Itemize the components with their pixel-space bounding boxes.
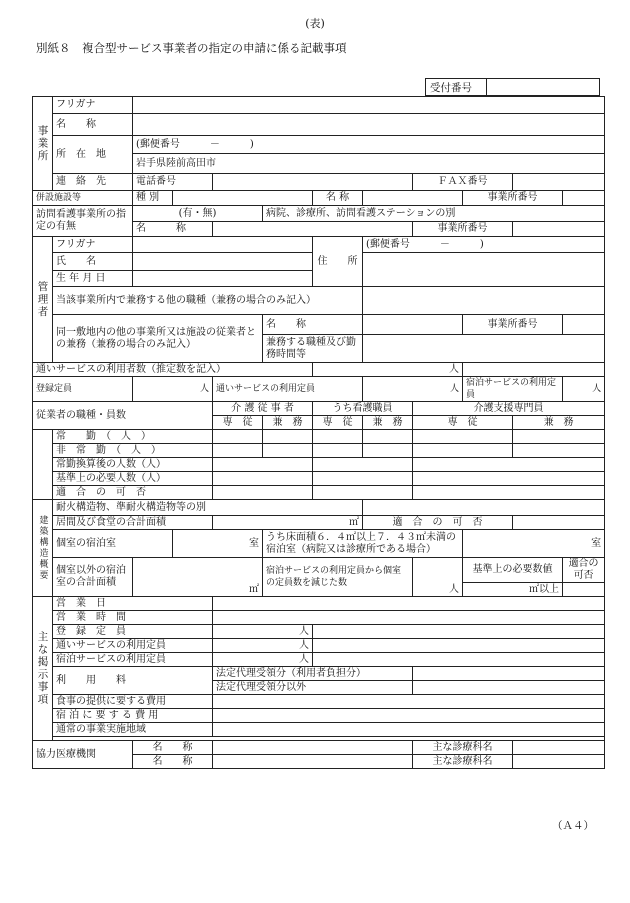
medical-dept-input-1[interactable] [513, 741, 605, 755]
paper-size-note: （Ａ４） [552, 820, 594, 832]
lodging-input[interactable] [213, 709, 605, 723]
facility-type-label: 種 別 [133, 191, 173, 206]
item-registered-blank [313, 625, 605, 639]
fee-b-input[interactable] [413, 681, 605, 695]
manager-address-label: 住 所 [313, 237, 363, 287]
manager-other-name-label: 名 称 [263, 315, 363, 335]
area-unit[interactable]: ㎡ [213, 516, 363, 530]
fireproof-label: 耐火構造物、準耐火構造物等の別 [53, 500, 363, 516]
staff-care-dual: 兼 務 [263, 416, 313, 430]
manager-other-site-label: 同一敷地内の他の事業所又は施設の従業者との兼務（兼務の場合のみ記入） [53, 315, 263, 363]
staff-cell[interactable] [313, 472, 413, 486]
area-suitable-label: 適 合 の 可 否 [363, 516, 513, 530]
staff-cell[interactable] [213, 430, 263, 444]
staff-cell[interactable] [313, 444, 363, 458]
phone-label: 電話番号 [133, 174, 213, 191]
medical-name-label-1: 名 称 [133, 741, 213, 755]
business-furigana-input[interactable] [133, 97, 605, 114]
staff-row-label: 基準上の必要人数（人） [53, 472, 213, 486]
fax-input[interactable] [513, 174, 605, 191]
manager-other-job-input[interactable] [363, 287, 605, 315]
business-furigana-label: フリガナ [53, 97, 133, 114]
item-registered-unit[interactable]: 人 [213, 625, 313, 639]
business-name-input[interactable] [133, 114, 605, 136]
stay-capacity-unit[interactable]: 人 [563, 377, 605, 402]
fit-input[interactable] [563, 583, 605, 597]
private-room-unit[interactable]: 室 [173, 530, 263, 558]
manager-other-number-input[interactable] [563, 315, 605, 335]
medical-name-label-2: 名 称 [133, 755, 213, 769]
nursing-label: 訪問看護事業所の指定の有無 [33, 206, 133, 237]
meal-label: 食事の提供に要する費用 [53, 695, 213, 709]
service-area-input[interactable] [213, 723, 605, 737]
manager-address-input[interactable] [363, 253, 605, 287]
required-label: 基準上の必要数値 [463, 558, 563, 583]
registered-unit[interactable]: 人 [133, 377, 213, 402]
staff-label: 従業者の職種・員数 [33, 402, 213, 430]
users-estimate-label: 通いサービスの利用者数（推定数を記入） [33, 363, 313, 377]
staff-manager-dual: 兼 務 [513, 416, 605, 430]
business-contact-label: 連 絡 先 [53, 174, 133, 191]
facility-number-input[interactable] [563, 191, 605, 206]
manager-name-label: 氏 名 [53, 253, 133, 271]
document-title: 別紙８ 複合型サービス事業者の指定の申請に係る記載事項 [36, 41, 347, 55]
staff-cell[interactable] [213, 458, 313, 472]
staff-row-label: 適 合 の 可 否 [53, 486, 213, 500]
service-area-label: 通常の事業実施地域 [53, 723, 213, 737]
manager-other-name-input[interactable] [363, 315, 463, 335]
business-name-label: 名 称 [53, 114, 133, 136]
staff-row-label: 常勤換算後の人数（人） [53, 458, 213, 472]
facility-label: 併設施設等 [33, 191, 133, 206]
receipt-label: 受付番号 [426, 79, 487, 96]
staff-manager-header: 介護支援専門員 [413, 402, 605, 416]
staff-cell[interactable] [413, 472, 605, 486]
manager-birth-input[interactable] [133, 271, 313, 287]
facility-type-input[interactable] [173, 191, 313, 206]
manager-birth-label: 生 年 月 日 [53, 271, 133, 287]
item-day-cap-label: 通いサービスの利用定員 [53, 639, 213, 653]
nursing-number-input[interactable] [513, 222, 605, 237]
meal-input[interactable] [213, 695, 605, 709]
staff-nurse-header: うち看護職員 [313, 402, 413, 416]
staff-manager-full: 専 従 [413, 416, 513, 430]
medical-name-input-2[interactable] [213, 755, 413, 769]
registered-label: 登録定員 [33, 377, 133, 402]
phone-input[interactable] [213, 174, 413, 191]
nursing-choice[interactable]: (有・無) [133, 206, 263, 222]
business-section-label: 事業所 [33, 97, 53, 191]
staff-cell[interactable] [213, 472, 313, 486]
receipt-input[interactable] [487, 79, 600, 96]
staff-care-header: 介 護 従 事 者 [213, 402, 313, 416]
users-estimate-blank [463, 363, 605, 377]
facility-name-input[interactable] [363, 191, 463, 206]
items-section-label: 主な掲示事項 [33, 597, 53, 741]
medical-dept-label-1: 主な診療科名 [413, 741, 513, 755]
nursing-name-input[interactable] [213, 222, 413, 237]
staff-row-label: 非 常 勤 （ 人 ） [53, 444, 213, 458]
staff-cell[interactable] [413, 486, 605, 500]
manager-furigana-input[interactable] [133, 237, 313, 253]
manager-furigana-label: フリガナ [53, 237, 133, 253]
item-stay-cap-label: 宿泊サービスの利用定員 [53, 653, 213, 667]
area-suitable-input[interactable] [513, 516, 605, 530]
item-stay-cap-blank [313, 653, 605, 667]
staff-cell[interactable] [313, 458, 413, 472]
stay-capacity-label: 宿泊サービスの利用定員 [463, 377, 563, 402]
stay-diff-label: 宿泊サービスの利用定員から個室の定員数を減じた数 [263, 558, 413, 597]
staff-cell[interactable] [363, 430, 413, 444]
stay-diff-unit[interactable]: 人 [413, 558, 463, 597]
facility-name-label: 名 称 [313, 191, 363, 206]
application-form [32, 96, 605, 769]
building-section-label: 建築構造概要 [33, 500, 53, 597]
fit-label: 適合の可否 [563, 558, 605, 583]
nursing-kind: 病院、診療所、訪問看護ステーションの別 [263, 206, 605, 222]
staff-cell[interactable] [313, 430, 363, 444]
nursing-number-label: 事業所番号 [413, 222, 513, 237]
medical-dept-input-2[interactable] [513, 755, 605, 769]
staff-nurse-full: 専 従 [313, 416, 363, 430]
users-estimate-unit[interactable]: 人 [313, 363, 463, 377]
receipt-number-box [425, 78, 600, 96]
other-room-unit[interactable]: ㎡ [133, 558, 263, 597]
staff-cell[interactable] [413, 430, 513, 444]
item-day-cap-unit[interactable]: 人 [213, 639, 313, 653]
small-room-label: うち床面積６．４㎡以上７．４３㎡未満の宿泊室（病院又は診療所である場合） [263, 530, 463, 558]
staff-nurse-dual: 兼 務 [363, 416, 413, 430]
fireproof-input[interactable] [363, 500, 605, 516]
staff-cell[interactable] [413, 444, 513, 458]
staff-cell[interactable] [413, 458, 605, 472]
staff-care-full: 専 従 [213, 416, 263, 430]
staff-cell[interactable] [263, 444, 313, 458]
fee-label: 利 用 料 [53, 667, 213, 695]
fax-label: ＦＡＸ番号 [413, 174, 513, 191]
fee-a-label: 法定代理受領分（利用者負担分） [213, 667, 413, 681]
item-registered-label: 登 録 定 員 [53, 625, 213, 639]
other-room-label: 個室以外の宿泊室の合計面積 [53, 558, 133, 597]
private-room-label: 個室の宿泊室 [53, 530, 173, 558]
staff-cell[interactable] [513, 444, 605, 458]
staff-cell[interactable] [263, 430, 313, 444]
staff-cell[interactable] [213, 444, 263, 458]
nursing-name-label: 名 称 [133, 222, 213, 237]
staff-cell[interactable] [313, 486, 413, 500]
page-mark: (表) [305, 17, 325, 30]
facility-number-label: 事業所番号 [463, 191, 563, 206]
item-stay-cap-unit[interactable]: 人 [213, 653, 313, 667]
fee-b-label: 法定代理受領分以外 [213, 681, 413, 695]
fee-a-input[interactable] [413, 667, 605, 681]
business-address-label: 所 在 地 [53, 136, 133, 174]
hours-label: 営 業 時 間 [53, 611, 213, 625]
day-capacity-unit[interactable]: 人 [363, 377, 463, 402]
staff-row-label: 常 勤 （ 人 ） [53, 430, 213, 444]
staff-cell[interactable] [213, 486, 313, 500]
days-input[interactable] [213, 597, 605, 611]
business-address-value[interactable]: 岩手県陸前高田市 [133, 154, 605, 174]
manager-name-input[interactable] [133, 253, 313, 271]
manager-other-number-label: 事業所番号 [463, 315, 563, 335]
staff-cell[interactable] [513, 430, 605, 444]
item-day-cap-blank [313, 639, 605, 653]
medical-name-input-1[interactable] [213, 741, 413, 755]
days-label: 営 業 日 [53, 597, 213, 611]
business-postal[interactable]: (郵便番号 － ) [133, 136, 605, 154]
manager-duty-input[interactable] [363, 335, 605, 363]
area-label: 居間及び食堂の合計面積 [53, 516, 213, 530]
manager-postal[interactable]: (郵便番号 － ) [363, 237, 605, 253]
manager-section-label: 管理者 [33, 237, 53, 363]
medical-label: 協力医療機関 [33, 741, 133, 769]
hours-input[interactable] [213, 611, 605, 625]
required-unit[interactable]: ㎡以上 [463, 583, 563, 597]
manager-other-job-label: 当該事業所内で兼務する他の職種（兼務の場合のみ記入） [53, 287, 363, 315]
manager-duty-label: 兼務する職種及び勤務時間等 [263, 335, 363, 363]
lodging-label: 宿 泊 に 要 す る 費 用 [53, 709, 213, 723]
small-room-unit[interactable]: 室 [463, 530, 605, 558]
staff-cell[interactable] [363, 444, 413, 458]
day-capacity-label: 通いサービスの利用定員 [213, 377, 363, 402]
medical-dept-label-2: 主な診療科名 [413, 755, 513, 769]
